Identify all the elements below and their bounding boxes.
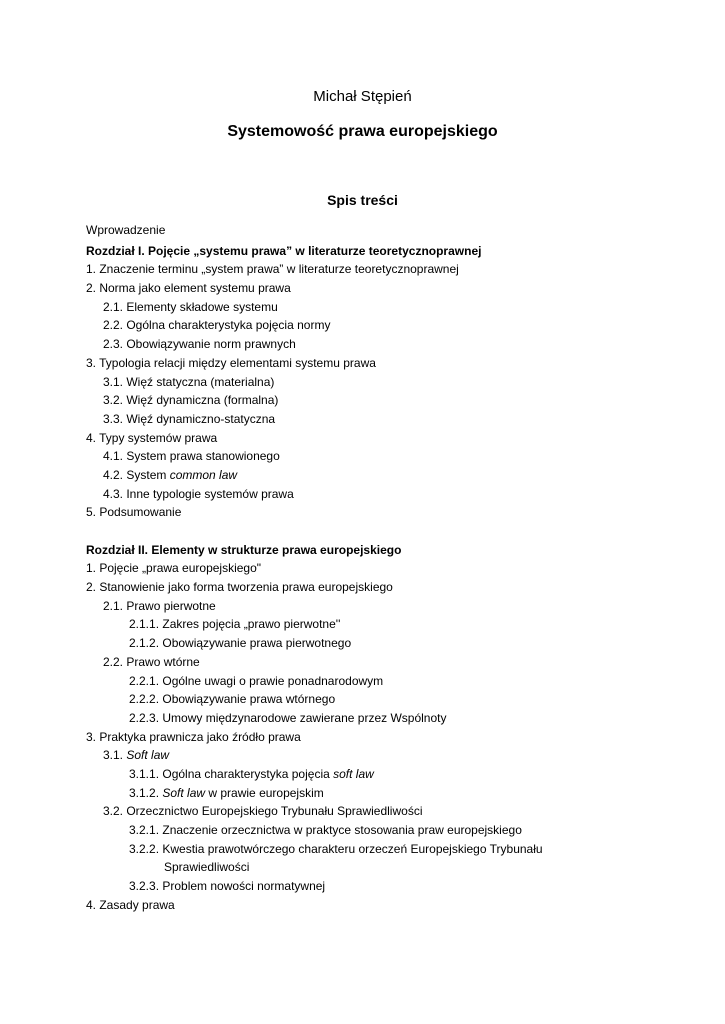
toc-chapter-1-heading: Rozdział I. Pojęcie „systemu prawa” w literaturze teoretycznoprawnej <box>86 243 482 258</box>
toc-item: 2.1.1. Zakres pojęcia „prawo pierwotne'' <box>129 617 341 632</box>
toc-item: 3.1. Więź statyczna (materialna) <box>103 374 275 389</box>
toc-item: 3.2. Więź dynamiczna (formalna) <box>103 393 279 408</box>
toc-item-text: 4.2. System <box>103 467 170 482</box>
table-of-contents <box>86 221 686 914</box>
toc-item: 4. Typy systemów prawa <box>86 430 218 445</box>
toc-item-italic: Soft law <box>162 785 206 800</box>
toc-item: 2.2.1. Ogólne uwagi o prawie ponadnarodowym <box>129 673 384 688</box>
toc-item: 3.2.1. Znaczenie orzecznictwa w praktyce stosowania praw europejskiego <box>129 823 522 837</box>
toc-item-text: w prawie europejskim <box>205 785 324 800</box>
toc-item: 2.2. Prawo wtórne <box>103 654 200 669</box>
toc-item-text: 3.1.1. Ogólna charakterystyka pojęcia <box>129 766 334 781</box>
toc-item: 2.2.2. Obowiązywanie prawa wtórnego <box>129 692 336 707</box>
toc-item-italic: Soft law <box>126 748 170 763</box>
toc-item: 4.1. System prawa stanowionego <box>103 449 280 464</box>
toc-item-italic: soft law <box>333 766 374 781</box>
toc-item-italic: common law <box>169 467 238 482</box>
toc-item: 3. Praktyka prawnicza jako źródło prawa <box>86 729 301 744</box>
toc-intro: Wprowadzenie <box>86 223 166 237</box>
toc-item: 1. Pojęcie „prawa europejskiego" <box>86 561 262 576</box>
toc-item: 5. Podsumowanie <box>86 505 182 520</box>
toc-item: 2.3. Obowiązywanie norm prawnych <box>103 337 296 352</box>
toc-item: 1. Znaczenie terminu „system prawa” w literaturze teoretycznoprawnej <box>86 262 459 277</box>
toc-item <box>86 765 686 784</box>
toc-item: 3. Typologia relacji między elementami systemu prawa <box>86 355 376 370</box>
toc-item: 2.1. Elementy składowe systemu <box>103 299 278 314</box>
toc-item: 3.2. Orzecznictwo Europejskiego Trybunału Sprawiedliwości <box>103 804 423 819</box>
document-title: Systemowość prawa europejskiego <box>227 123 498 140</box>
toc-item: 2.1. Prawo pierwotne <box>103 598 216 613</box>
toc-item: 2.2. Ogólna charakterystyka pojęcia normy <box>103 318 331 333</box>
toc-item <box>86 466 686 485</box>
toc-item: 3.3. Więź dynamiczno-statyczna <box>103 411 276 426</box>
toc-item: 4. Zasady prawa <box>86 897 175 912</box>
toc-chapter-2-heading: Rozdział II. Elementy w strukturze prawa europejskiego <box>86 542 402 557</box>
toc-item <box>86 784 686 803</box>
toc-item-continuation: Sprawiedliwości <box>164 860 250 875</box>
toc-item: 2. Norma jako element systemu prawa <box>86 281 291 296</box>
toc-item <box>86 746 686 765</box>
toc-item: 2. Stanowienie jako forma tworzenia prawa europejskiego <box>86 580 393 595</box>
toc-item: 3.2.2. Kwestia prawotwórczego charakteru orzeczeń Europejskiego Trybunału <box>129 841 543 856</box>
author-name: Michał Stępień <box>313 88 412 105</box>
toc-item-text: 3.1.2. <box>129 785 163 800</box>
toc-item: 2.2.3. Umowy międzynarodowe zawierane przez Wspólnoty <box>129 710 447 725</box>
toc-item: 3.2.3. Problem nowości normatywnej <box>129 879 326 894</box>
toc-item: 2.1.2. Obowiązywanie prawa pierwotnego <box>129 636 352 651</box>
toc-item: 4.3. Inne typologie systemów prawa <box>103 486 294 501</box>
toc-heading: Spis treści <box>327 192 398 208</box>
toc-item-text: 3.1. <box>103 748 127 763</box>
